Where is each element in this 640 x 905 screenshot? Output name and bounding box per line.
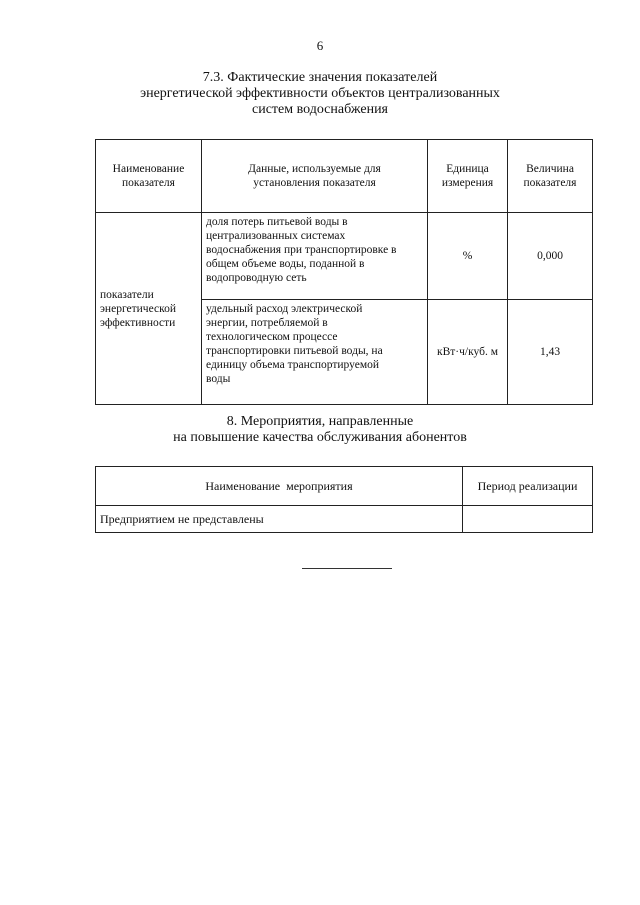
page-number: 6 xyxy=(316,38,324,53)
section-8-title-line: 8. Мероприятия, направленные xyxy=(226,414,414,429)
indicators-header-row xyxy=(96,140,593,213)
power-consumption-unit: кВт·ч/куб. м xyxy=(428,300,508,405)
header-indicator-name: Наименование показателя xyxy=(96,140,202,213)
table-row xyxy=(96,213,593,300)
water-loss-unit: % xyxy=(428,213,508,300)
measures-header-row xyxy=(96,467,593,506)
header-unit: Единица измерения xyxy=(428,140,508,213)
period-cell xyxy=(463,506,593,533)
water-loss-value: 0,000 xyxy=(508,213,593,300)
header-period: Период реализации xyxy=(463,467,593,506)
section-7-3-title-line: систем водоснабжения xyxy=(251,102,388,117)
measure-cell: Предприятием не представлены xyxy=(96,506,463,533)
measures-table xyxy=(95,466,593,533)
table-row xyxy=(96,506,593,533)
power-consumption-value: 1,43 xyxy=(508,300,593,405)
indicator-group-cell: показатели энергетической эффективности xyxy=(96,213,202,405)
header-measure-name: Наименование мероприятия xyxy=(96,467,463,506)
section-7-3-title xyxy=(0,70,640,118)
header-data-used: Данные, используемые для установления показателя xyxy=(202,140,428,213)
water-loss-description: доля потерь питьевой воды в централизованных системах водоснабжения при транспортировке в общем объеме воды, поданной в водопроводную сеть xyxy=(202,213,428,300)
section-7-3-title-line: энергетической эффективности объектов централизованных xyxy=(140,86,500,101)
header-value: Величина показателя xyxy=(508,140,593,213)
end-divider-line xyxy=(302,568,392,569)
section-7-3-title-line: 7.3. Фактические значения показателей xyxy=(202,70,438,85)
section-8-title-line: на повышение качества обслуживания абонентов xyxy=(173,430,467,445)
section-8-title xyxy=(0,414,640,446)
power-consumption-description: удельный расход электрической энергии, потребляемой в технологическом процессе транспортировки питьевой воды, на единицу объема транспортируемой воды xyxy=(202,300,428,405)
indicators-table xyxy=(95,139,593,405)
